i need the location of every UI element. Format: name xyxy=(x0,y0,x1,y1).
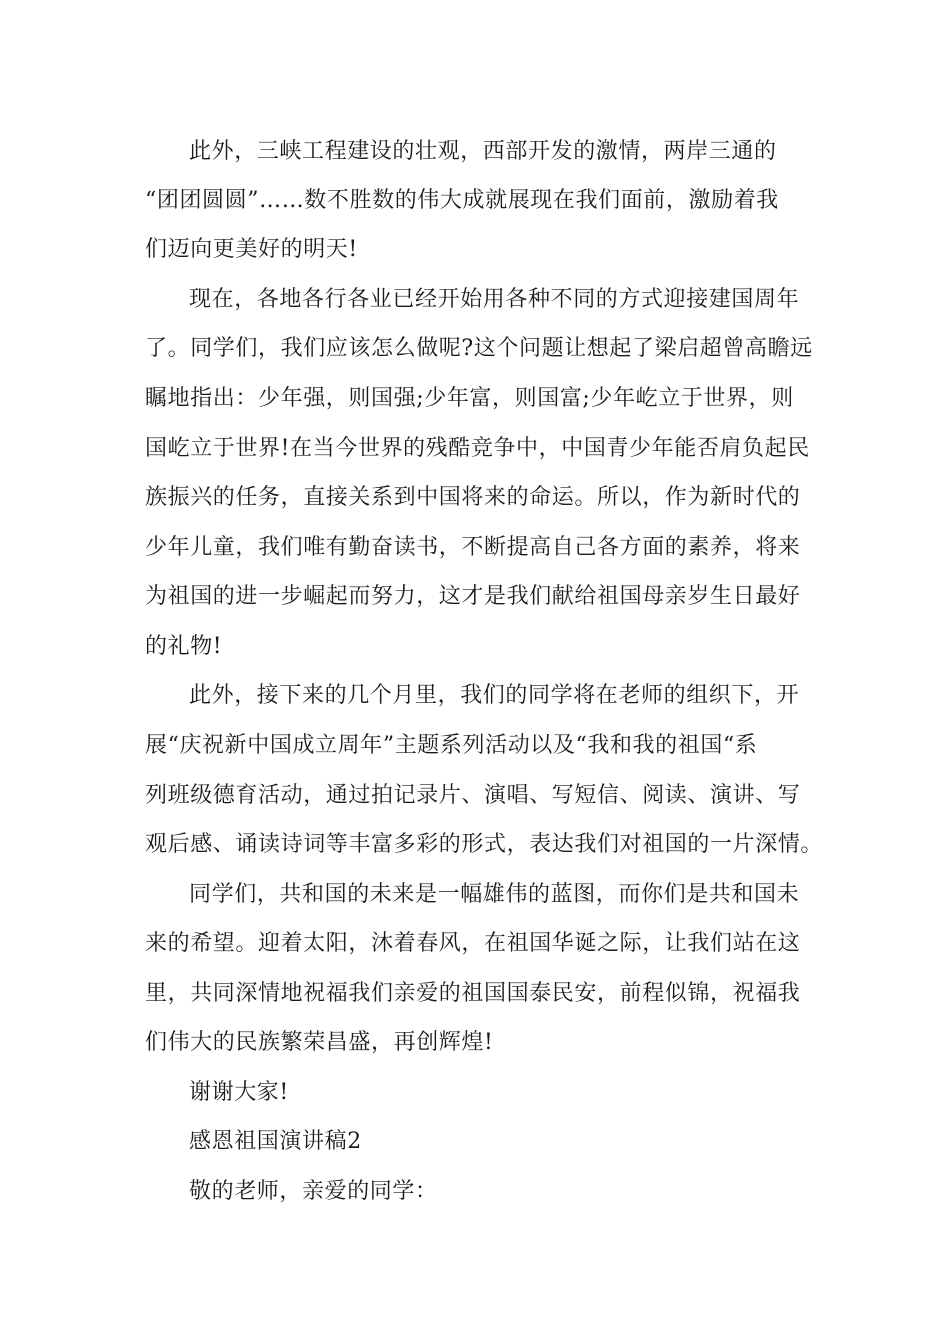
section-title: 感恩祖国演讲稿2 xyxy=(189,1129,362,1154)
paragraph-line: 展“庆祝新中国成立周年”主题系列活动以及“我和我的祖国“系 xyxy=(145,733,758,758)
paragraph-line: 来的希望。迎着太阳，沐着春风，在祖国华诞之际，让我们站在这 xyxy=(145,931,801,956)
paragraph-line: 了。同学们，我们应该怎么做呢?这个问题让想起了梁启超曾高瞻远 xyxy=(145,336,813,361)
paragraph-line: 此外，三峡工程建设的壮观，西部开发的激情，两岸三通的 xyxy=(189,139,777,164)
paragraph-line: 此外，接下来的几个月里，我们的同学将在老师的组织下，开 xyxy=(189,683,800,708)
paragraph-line: 观后感、诵读诗词等丰富多彩的形式，表达我们对祖国的一片深情。 xyxy=(145,832,824,857)
paragraph-line: 里，共同深情地祝福我们亲爱的祖国国泰民安，前程似锦，祝福我 xyxy=(145,981,801,1006)
paragraph-line: 为祖国的进一步崛起而努力，这才是我们献给祖国母亲岁生日最好 xyxy=(145,584,801,609)
greeting-line: 敬的老师，亲爱的同学： xyxy=(189,1179,438,1204)
paragraph-line: 族振兴的任务，直接关系到中国将来的命运。所以，作为新时代的 xyxy=(145,485,801,510)
closing-thanks: 谢谢大家! xyxy=(189,1080,289,1105)
paragraph-line: 们伟大的民族繁荣昌盛，再创辉煌! xyxy=(145,1030,494,1055)
paragraph-line: 现在，各地各行各业已经开始用各种不同的方式迎接建国周年 xyxy=(189,287,800,312)
paragraph-line: 们迈向更美好的明天! xyxy=(145,237,358,262)
paragraph-line: 同学们，共和国的未来是一幅雄伟的蓝图，而你们是共和国未 xyxy=(189,882,800,907)
paragraph-line: 的礼物! xyxy=(145,634,223,659)
paragraph-line: 国屹立于世界!在当今世界的残酷竞争中，中国青少年能否肩负起民 xyxy=(145,436,810,461)
paragraph-line: “团团圆圆”……数不胜数的伟大成就展现在我们面前，激励着我 xyxy=(145,188,779,213)
paragraph-line: 瞩地指出：少年强，则国强;少年富，则国富;少年屹立于世界，则 xyxy=(145,386,794,411)
paragraph-line: 少年儿童，我们唯有勤奋读书，不断提高自己各方面的素养，将来 xyxy=(145,535,801,560)
paragraph-line: 列班级德育活动，通过拍记录片、演唱、写短信、阅读、演讲、写 xyxy=(145,783,801,808)
